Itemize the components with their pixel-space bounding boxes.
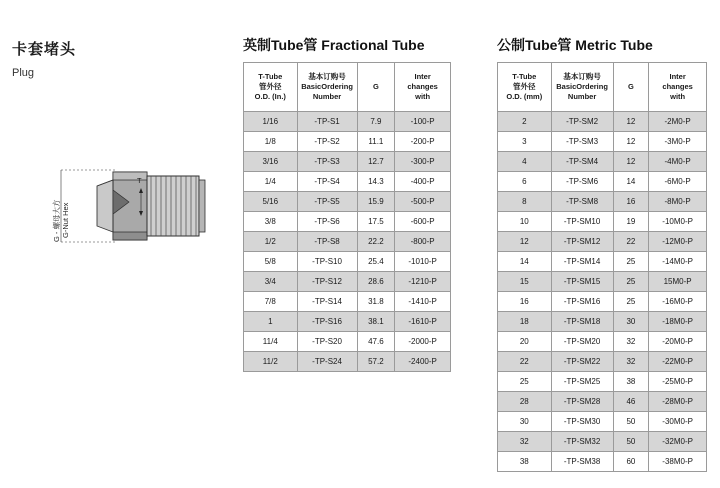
cell-tube-od: 30 [498,412,552,432]
cell-ordering-number: -TP-SM32 [551,432,613,452]
table-row [498,152,707,172]
table-row [244,332,451,352]
cell-g: 32 [613,332,649,352]
cell-ordering-number: -TP-SM25 [551,372,613,392]
cell-interchanges: -16M0-P [649,292,707,312]
cell-interchanges: -32M0-P [649,432,707,452]
cell-tube-od: 1/16 [244,112,298,132]
metric-tube-heading [497,35,707,55]
cell-g: 22.2 [357,232,395,252]
cell-tube-od: 5/16 [244,192,298,212]
cell-ordering-number: -TP-S8 [297,232,357,252]
cell-g: 14 [613,172,649,192]
table-row [498,372,707,392]
cell-ordering-number: -TP-SM18 [551,312,613,332]
cell-tube-od: 5/8 [244,252,298,272]
cell-tube-od: 22 [498,352,552,372]
table-row [244,172,451,192]
cell-ordering-number: -TP-S24 [297,352,357,372]
cell-ordering-number: -TP-S16 [297,312,357,332]
fractional-table-body [244,112,451,372]
cell-ordering-number: -TP-SM10 [551,212,613,232]
cell-g: 46 [613,392,649,412]
header-ordering-number: 基本订购号 BasicOrdering Number [551,63,613,112]
cell-tube-od: 3/8 [244,212,298,232]
cell-g: 38.1 [357,312,395,332]
metric-tube-panel [497,35,707,472]
cell-ordering-number: -TP-S6 [297,212,357,232]
cell-tube-od: 1 [244,312,298,332]
table-row [498,112,707,132]
cell-ordering-number: -TP-SM14 [551,252,613,272]
cell-g: 25 [613,292,649,312]
page-title-cn: 卡套堵头 [12,41,77,58]
cell-g: 50 [613,412,649,432]
cell-interchanges: -14M0-P [649,252,707,272]
cell-tube-od: 25 [498,372,552,392]
title-block [12,40,202,80]
cell-ordering-number: -TP-S4 [297,172,357,192]
product-drawing [52,150,215,260]
cell-interchanges: -600-P [395,212,451,232]
table-row [498,252,707,272]
table-row [498,212,707,232]
cell-interchanges: 15M0-P [649,272,707,292]
header-g: G [613,63,649,112]
cell-interchanges: -30M0-P [649,412,707,432]
fractional-heading-cn: 英制Tube管 [243,37,318,53]
cell-interchanges: -4M0-P [649,152,707,172]
cell-g: 15.9 [357,192,395,212]
table-row [498,272,707,292]
cell-tube-od: 1/2 [244,232,298,252]
cell-g: 32 [613,352,649,372]
cell-ordering-number: -TP-SM6 [551,172,613,192]
metric-table-body [498,112,707,472]
table-row [244,272,451,292]
cell-tube-od: 4 [498,152,552,172]
cell-interchanges: -1010-P [395,252,451,272]
cell-g: 47.6 [357,332,395,352]
cell-interchanges: -300-P [395,152,451,172]
header-interchanges: Inter changes with [649,63,707,112]
cell-g: 12.7 [357,152,395,172]
cell-interchanges: -100-P [395,112,451,132]
table-row [498,132,707,152]
cell-ordering-number: -TP-SM15 [551,272,613,292]
table-row [244,312,451,332]
metric-tube-table [497,62,707,472]
cell-ordering-number: -TP-SM3 [551,132,613,152]
fractional-tube-panel [243,35,451,372]
cell-interchanges: -38M0-P [649,452,707,472]
cell-tube-od: 11/4 [244,332,298,352]
cell-tube-od: 3/16 [244,152,298,172]
cell-ordering-number: -TP-S12 [297,272,357,292]
cell-ordering-number: -TP-S10 [297,252,357,272]
cell-g: 7.9 [357,112,395,132]
cell-ordering-number: -TP-SM38 [551,452,613,472]
cell-g: 30 [613,312,649,332]
cell-tube-od: 10 [498,212,552,232]
cell-interchanges: -8M0-P [649,192,707,212]
cell-g: 28.6 [357,272,395,292]
table-header-row [244,63,451,112]
cell-g: 50 [613,432,649,452]
cell-g: 14.3 [357,172,395,192]
cell-g: 12 [613,112,649,132]
cell-tube-od: 11/2 [244,352,298,372]
table-row [498,432,707,452]
cell-ordering-number: -TP-S20 [297,332,357,352]
cell-g: 38 [613,372,649,392]
cell-g: 12 [613,152,649,172]
fractional-heading-en: Fractional Tube [321,37,425,53]
cell-ordering-number: -TP-SM12 [551,232,613,252]
plug-drawing-svg [55,150,215,260]
cell-interchanges: -1410-P [395,292,451,312]
cell-g: 16 [613,192,649,212]
header-interchanges: Inter changes with [395,63,451,112]
table-row [244,292,451,312]
cell-interchanges: -2000-P [395,332,451,352]
table-row [244,212,451,232]
cell-ordering-number: -TP-S5 [297,192,357,212]
cell-ordering-number: -TP-S1 [297,112,357,132]
cell-g: 12 [613,132,649,152]
cell-g: 11.1 [357,132,395,152]
cell-interchanges: -3M0-P [649,132,707,152]
cell-interchanges: -2400-P [395,352,451,372]
cell-tube-od: 12 [498,232,552,252]
table-row [498,412,707,432]
cell-tube-od: 3/4 [244,272,298,292]
header-tube-od: T-Tube 管外径 O.D. (In.) [244,63,298,112]
hex-dimension-label-cn: G - 螺母大方 [52,199,61,242]
cell-tube-od: 3 [498,132,552,152]
cell-ordering-number: -TP-SM2 [551,112,613,132]
cell-tube-od: 6 [498,172,552,192]
cell-tube-od: 20 [498,332,552,352]
table-row [498,292,707,312]
table-row [498,232,707,252]
cell-tube-od: 28 [498,392,552,412]
cell-interchanges: -200-P [395,132,451,152]
cell-g: 25.4 [357,252,395,272]
header-ordering-number: 基本订购号 BasicOrdering Number [297,63,357,112]
cell-interchanges: -28M0-P [649,392,707,412]
cell-g: 22 [613,232,649,252]
table-row [498,172,707,192]
cell-interchanges: -20M0-P [649,332,707,352]
cell-g: 31.8 [357,292,395,312]
cell-interchanges: -12M0-P [649,232,707,252]
table-row [244,232,451,252]
cell-ordering-number: -TP-SM16 [551,292,613,312]
metric-heading-en: Metric Tube [575,37,653,53]
cell-g: 17.5 [357,212,395,232]
cell-interchanges: -10M0-P [649,212,707,232]
cell-interchanges: -6M0-P [649,172,707,192]
cell-tube-od: 38 [498,452,552,472]
fractional-tube-heading [243,35,451,55]
page-title-en: Plug [12,67,35,79]
table-row [244,252,451,272]
table-row [244,112,451,132]
cell-tube-od: 32 [498,432,552,452]
cell-ordering-number: -TP-S2 [297,132,357,152]
metric-heading-cn: 公制Tube管 [497,37,572,53]
table-row [498,332,707,352]
table-row [244,132,451,152]
cell-interchanges: -400-P [395,172,451,192]
cell-ordering-number: -TP-SM22 [551,352,613,372]
cell-g: 60 [613,452,649,472]
cell-tube-od: 7/8 [244,292,298,312]
table-row [244,152,451,172]
cell-g: 19 [613,212,649,232]
cell-tube-od: 8 [498,192,552,212]
table-row [244,192,451,212]
cell-interchanges: -25M0-P [649,372,707,392]
cell-g: 57.2 [357,352,395,372]
cell-tube-od: 1/4 [244,172,298,192]
table-header-row [498,63,707,112]
cell-ordering-number: -TP-S3 [297,152,357,172]
cell-ordering-number: -TP-SM8 [551,192,613,212]
table-row [244,352,451,372]
cell-tube-od: 14 [498,252,552,272]
cell-interchanges: -18M0-P [649,312,707,332]
cell-interchanges: -2M0-P [649,112,707,132]
cell-tube-od: 16 [498,292,552,312]
cell-interchanges: -1610-P [395,312,451,332]
header-tube-od: T-Tube 管外径 O.D. (mm) [498,63,552,112]
cell-ordering-number: -TP-SM30 [551,412,613,432]
hex-dimension-label-en: G-Nut Hex [61,202,70,238]
cell-tube-od: 1/8 [244,132,298,152]
cell-ordering-number: -TP-SM20 [551,332,613,352]
tube-dimension-label: T [137,176,142,185]
table-row [498,452,707,472]
cell-interchanges: -1210-P [395,272,451,292]
cell-ordering-number: -TP-SM28 [551,392,613,412]
cell-tube-od: 2 [498,112,552,132]
cell-g: 25 [613,272,649,292]
cell-ordering-number: -TP-S14 [297,292,357,312]
cell-tube-od: 15 [498,272,552,292]
table-row [498,192,707,212]
fractional-tube-table [243,62,451,372]
table-row [498,392,707,412]
cell-interchanges: -500-P [395,192,451,212]
table-row [498,312,707,332]
cell-interchanges: -22M0-P [649,352,707,372]
cell-ordering-number: -TP-SM4 [551,152,613,172]
cell-tube-od: 18 [498,312,552,332]
header-g: G [357,63,395,112]
cell-interchanges: -800-P [395,232,451,252]
cell-g: 25 [613,252,649,272]
table-row [498,352,707,372]
